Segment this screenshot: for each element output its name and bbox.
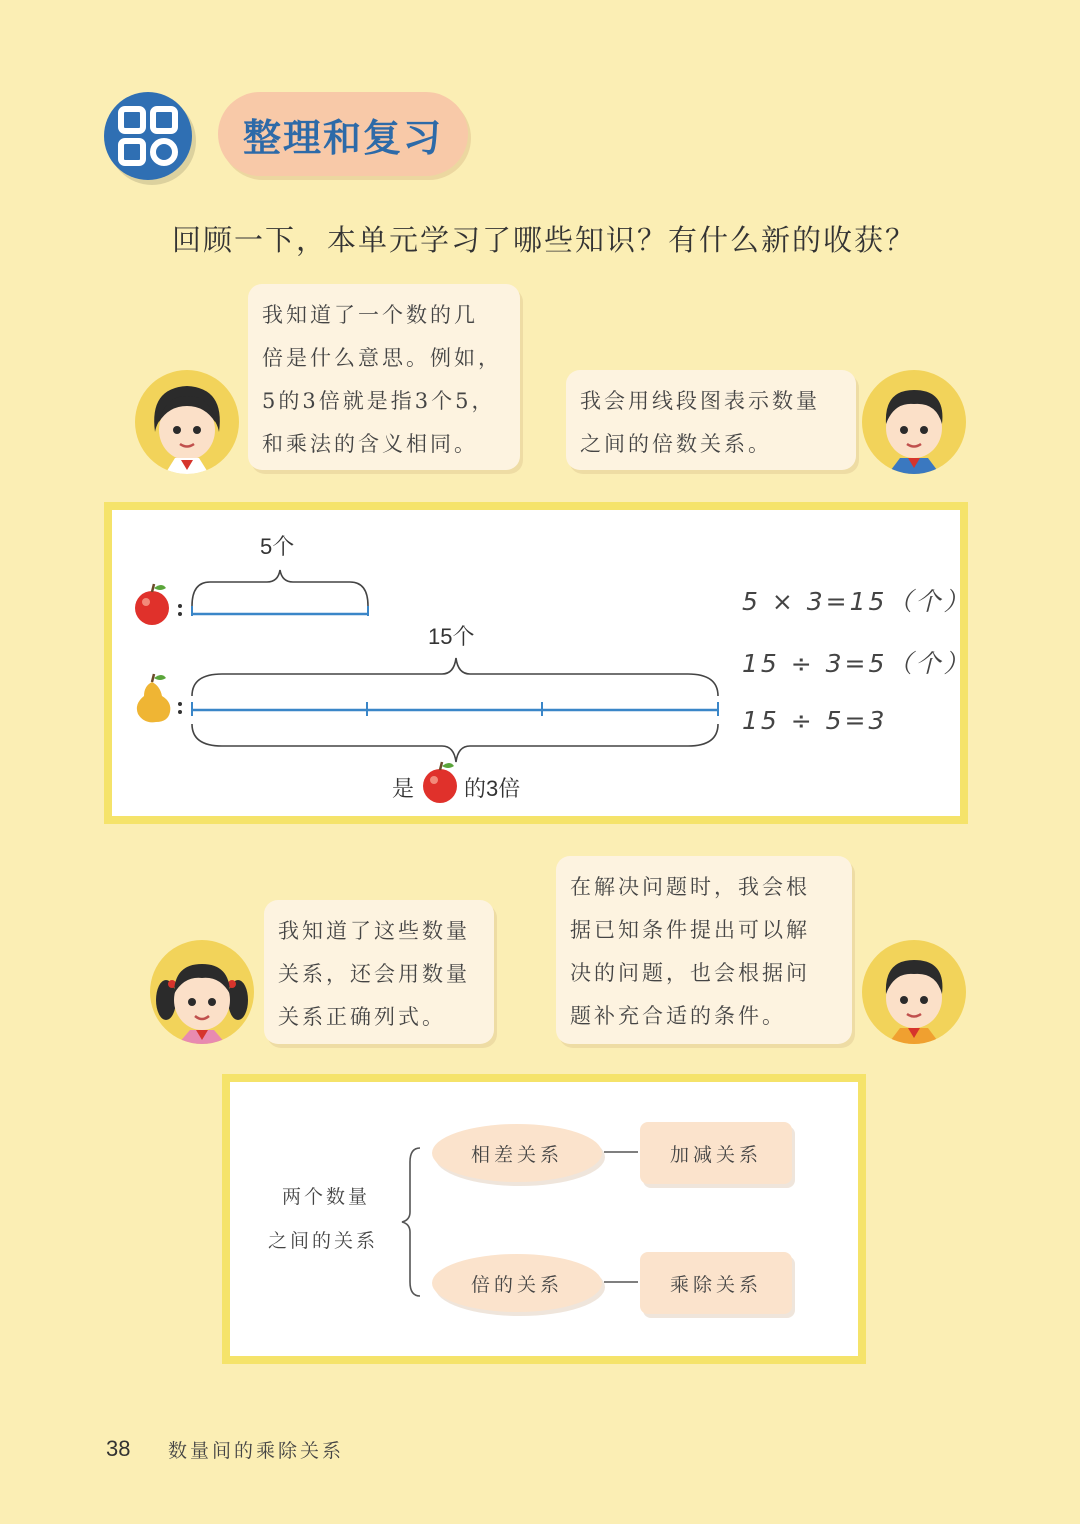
- apple-icon: [423, 762, 457, 803]
- grid-circles-icon: [104, 92, 192, 180]
- speech-bubble-boy-2: [556, 856, 852, 1044]
- relation-prefix: 是: [392, 776, 415, 801]
- bubble-line: 据已知条件提出可以解: [570, 918, 810, 942]
- pear-icon: [137, 674, 170, 722]
- multiple-relation-node: 倍的关系: [432, 1254, 602, 1312]
- bubble-line: 我会用线段图表示数量: [580, 389, 820, 413]
- relation-chart: [222, 1074, 866, 1364]
- difference-relation-node: 相差关系: [432, 1124, 602, 1182]
- bubble-line: 之间的倍数关系。: [580, 432, 772, 456]
- equation-2: 15 ÷ 3=5（个）: [742, 649, 972, 678]
- relation-root-line1: 两个数量: [282, 1186, 371, 1208]
- relation-suffix: 的3倍: [464, 776, 521, 801]
- equation-1: 5 × 3=15（个）: [742, 587, 972, 616]
- multiply-divide-relation-node: 乘除关系: [640, 1252, 792, 1314]
- bubble-line: 我知道了这些数量: [278, 919, 470, 943]
- bubble-line: 关系，还会用数量: [278, 962, 470, 986]
- review-prompt: 回顾一下，本单元学习了哪些知识？有什么新的收获？: [172, 223, 917, 257]
- page-number: 38: [106, 1436, 131, 1461]
- equation-3: 15 ÷ 5=3: [742, 706, 888, 735]
- speech-bubble-girl-1: [248, 284, 520, 470]
- pear-count-label: 15个: [428, 624, 475, 649]
- line-segment-diagram: [104, 502, 972, 824]
- relation-root-line2: 之间的关系: [268, 1230, 379, 1252]
- add-subtract-relation-node: 加减关系: [640, 1122, 792, 1184]
- boy-avatar-1: [862, 370, 966, 474]
- bubble-line: 题补充合适的条件。: [570, 1004, 786, 1028]
- boy-avatar-2: [862, 940, 966, 1044]
- girl-avatar-1: [135, 370, 239, 474]
- apple-icon: [135, 584, 169, 625]
- bubble-line: 和乘法的含义相同。: [262, 432, 478, 456]
- bubble-line: 我知道了一个数的几: [262, 303, 478, 327]
- bubble-line: 5的3倍就是指3个5，: [262, 389, 496, 413]
- speech-bubble-girl-2: [264, 900, 494, 1044]
- bubble-line: 倍是什么意思。例如，: [262, 346, 502, 370]
- section-title: 整理和复习: [218, 92, 468, 176]
- bubble-line: 关系正确列式。: [278, 1005, 446, 1029]
- bubble-line: 在解决问题时，我会根: [570, 875, 810, 899]
- speech-bubble-boy-1: [566, 370, 856, 470]
- apple-count-label: 5个: [260, 534, 295, 559]
- chapter-title: 数量间的乘除关系: [168, 1440, 345, 1462]
- girl-avatar-2: [150, 940, 254, 1044]
- bubble-line: 决的问题，也会根据问: [570, 961, 810, 985]
